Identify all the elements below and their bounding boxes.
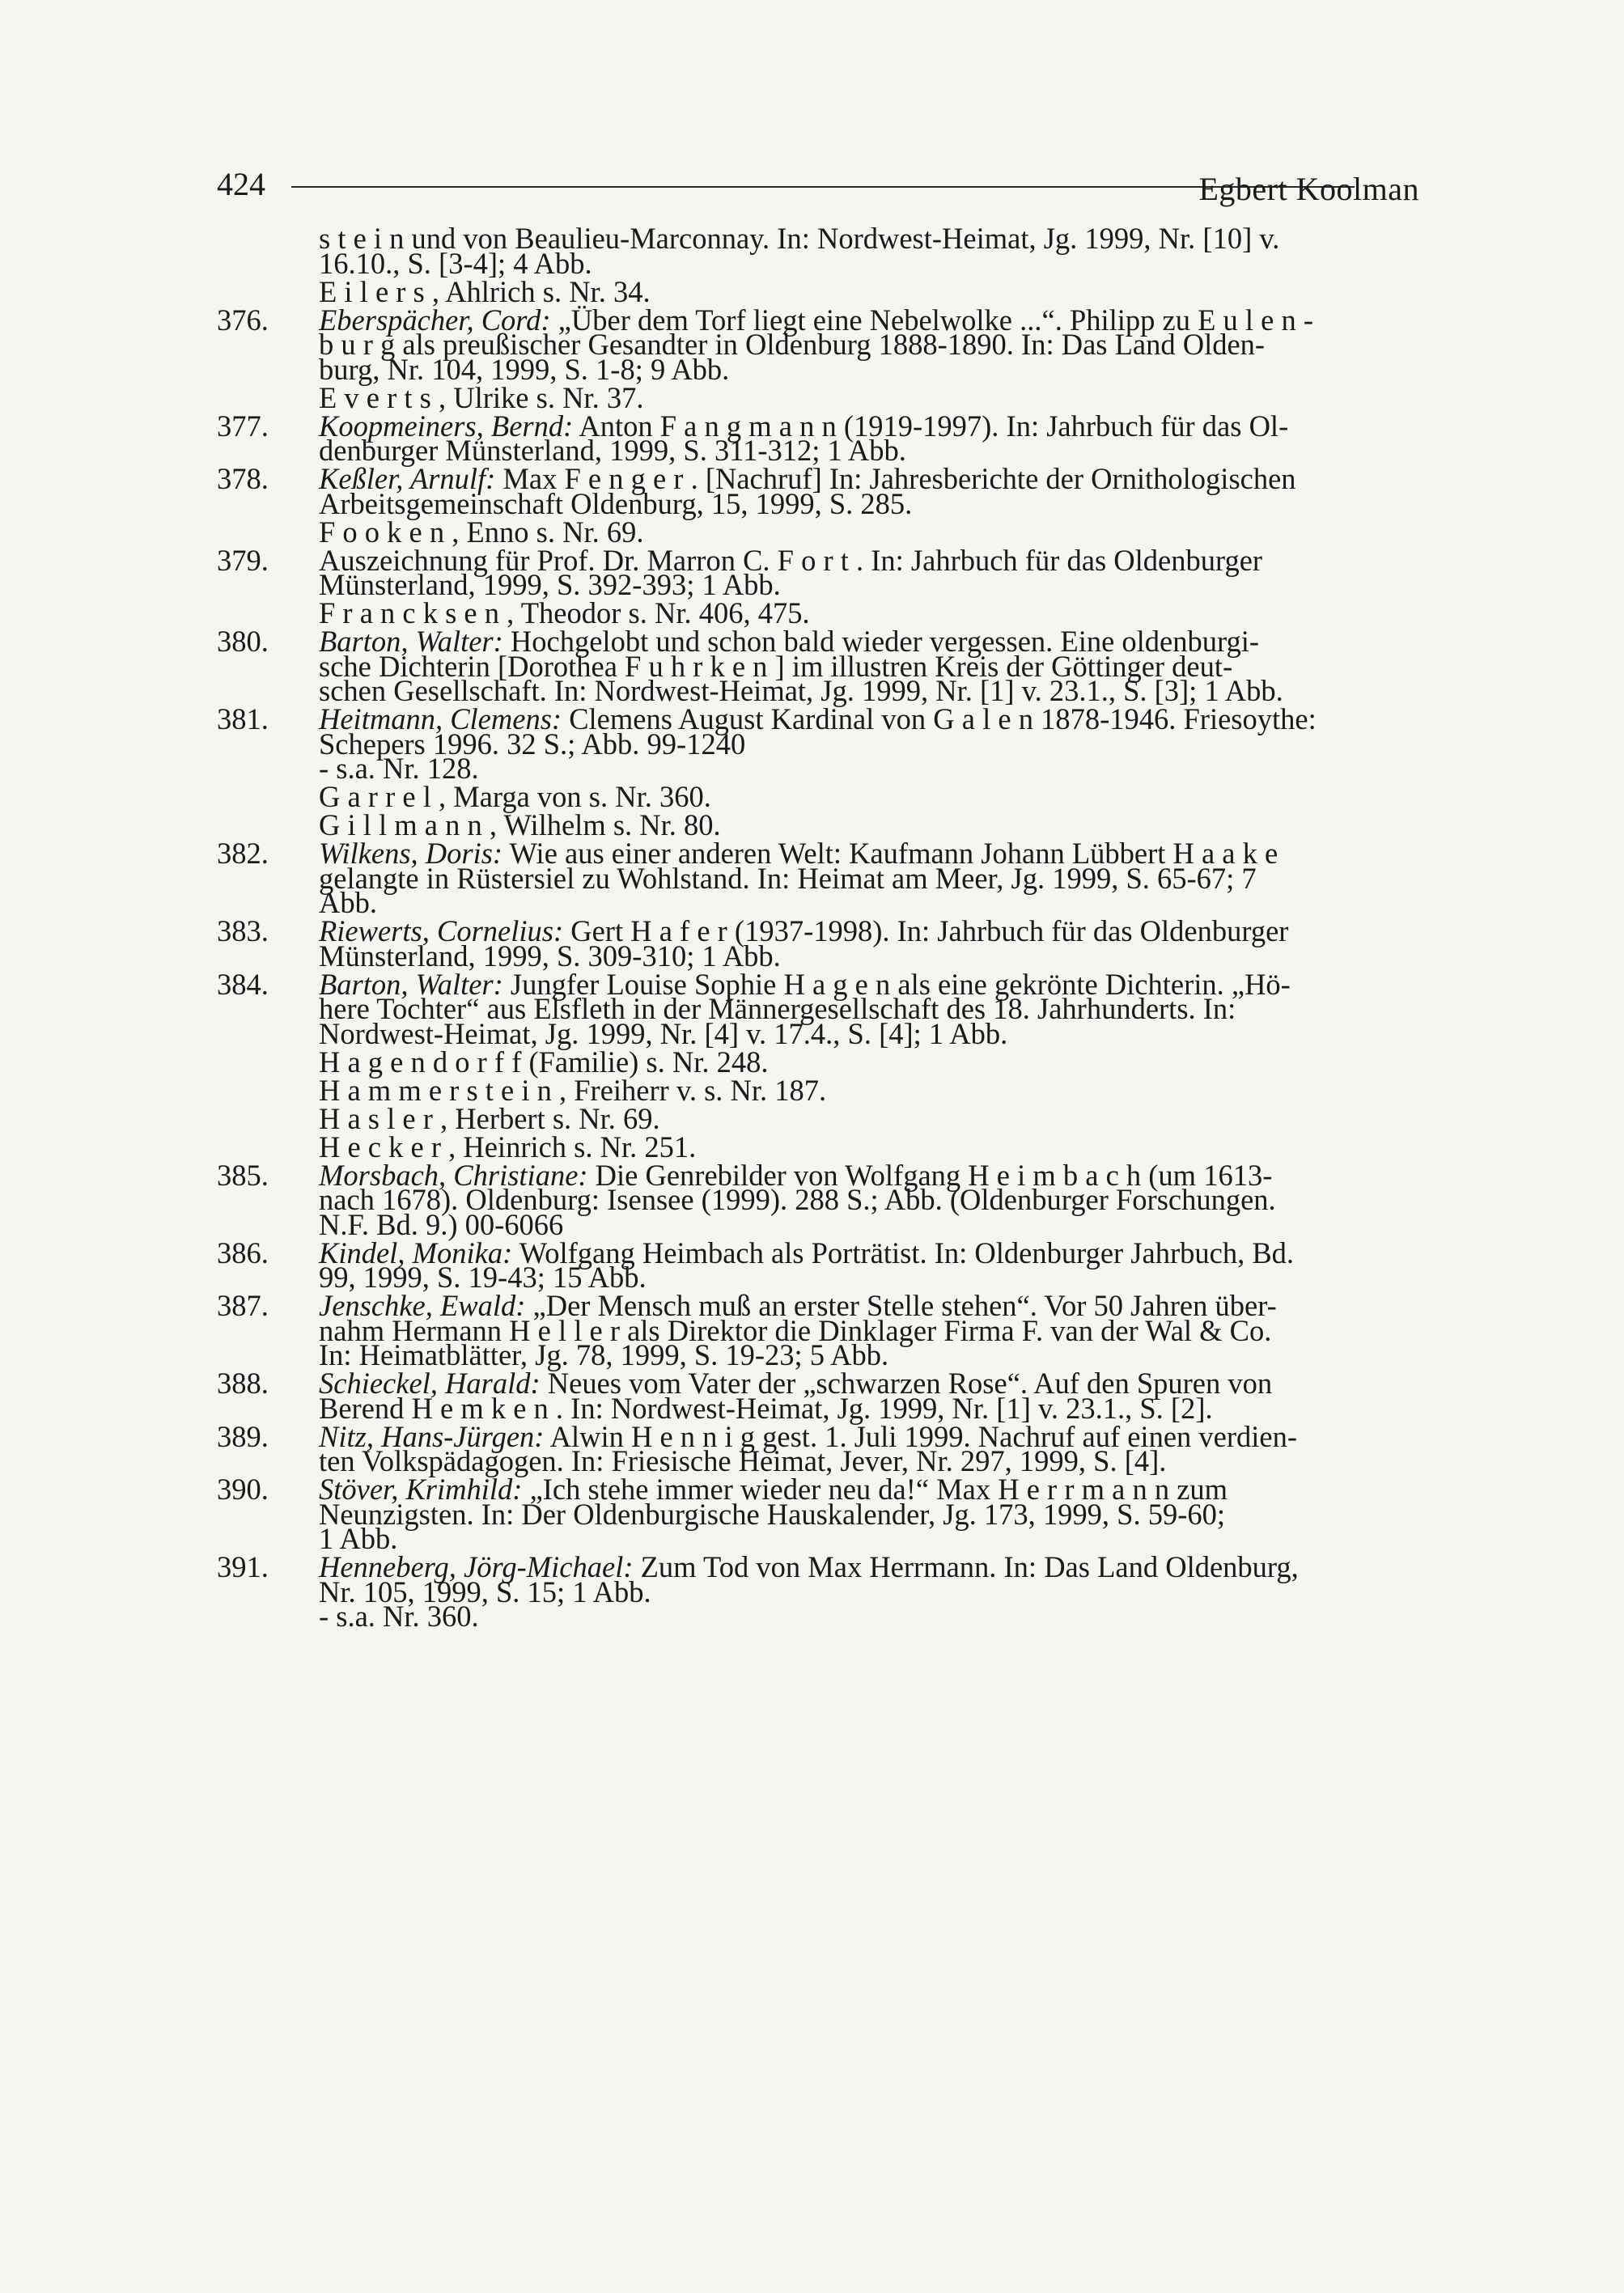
continuation-entry [217,222,1419,280]
entry-number: 383. [217,914,269,947]
entry-379 [217,543,1419,601]
text-line: gelangte in Rüstersiel zu Wohlstand. In: Heimat am Meer, Jg. 1999, S. 65-67; 7 [319,861,1257,895]
entry-number: 377. [217,409,269,443]
entry-author: Koopmeiners, Bernd: [319,409,574,443]
text-line: Wolfgang Heimbach als Porträtist. In: Oldenburger Jahrbuch, Bd. [512,1236,1295,1269]
text-line: „Ich stehe immer wieder neu da!“ Max H e r r m a n n zum [522,1473,1228,1506]
text-line: ten Volkspädagogen. In: Friesische Heimat, Jever, Nr. 297, 1999, S. [4]. [319,1444,1167,1477]
text-line: Arbeitsgemeinschaft Oldenburg, 15, 1999, S. 285. [319,486,913,520]
entry-391 [217,1550,1419,1633]
entry-number: 391. [217,1550,269,1583]
cross-reference: G i l l m a n n , Wilhelm s. Nr. 80. [319,808,721,841]
entry-author: Keßler, Arnulf: [319,462,496,495]
text-line: Auszeichnung für Prof. Dr. Marron C. F o r t . In: Jahrbuch für das Oldenburger [319,543,1263,577]
text-line: Schepers 1996. 32 S.; Abb. 99-1240 [319,727,746,761]
entry-377 [217,409,1419,467]
text-line: „Der Mensch muß an erster Stelle stehen“. Vor 50 Jahren über- [525,1289,1277,1322]
entry-381 [217,702,1419,785]
text-line: schen Gesellschaft. In: Nordwest-Heimat, Jg. 1999, Nr. [1] v. 23.1., S. [3]; 1 Abb. [319,674,1283,707]
entry-number: 385. [217,1158,269,1192]
entry-author: Jenschke, Ewald: [319,1289,526,1322]
entry-number: 384. [217,967,269,1001]
text-line: Jungfer Louise Sophie H a g e n als eine gekrönte Dichterin. „Hö- [502,967,1291,1001]
page-header [217,162,1419,210]
entry-382 [217,837,1419,919]
text-line: Nordwest-Heimat, Jg. 1999, Nr. [4] v. 17.4., S. [4]; 1 Abb. [319,1016,1008,1050]
text-line: Abb. [319,886,377,919]
entry-number: 376. [217,303,269,337]
text-line: Münsterland, 1999, S. 309-310; 1 Abb. [319,939,781,973]
text-line: Wie aus einer anderen Welt: Kaufmann Johann Lübbert H a a k e [502,837,1278,870]
text-line: N.F. Bd. 9.) 00-6066 [319,1207,564,1241]
entry-author: Barton, Walter: [319,625,503,658]
cross-reference: F o o k e n , Enno s. Nr. 69. [319,515,644,549]
cross-reference: F r a n c k s e n , Theodor s. Nr. 406, 475. [319,596,810,629]
entry-389 [217,1419,1419,1477]
entry-number: 387. [217,1289,269,1322]
entry-376 [217,303,1419,386]
entry-386 [217,1236,1419,1294]
entry-390 [217,1473,1419,1555]
entry-author: Kindel, Monika: [319,1236,513,1269]
entry-number: 388. [217,1367,269,1400]
entry-384 [217,967,1419,1050]
text-line: Hochgelobt und schon bald wieder vergessen. Eine oldenburgi- [502,625,1260,658]
entry-author: Schieckel, Harald: [319,1367,541,1400]
entry-number: 390. [217,1473,269,1506]
cross-reference: E v e r t s , Ulrike s. Nr. 37. [319,380,644,414]
text-line: 16.10., S. [3-4]; 4 Abb. [319,246,592,280]
entry-383 [217,914,1419,973]
text-line: In: Heimatblätter, Jg. 78, 1999, S. 19-23; 5 Abb. [319,1338,889,1371]
entry-number: 379. [217,543,269,577]
entry-388 [217,1367,1419,1425]
cross-reference: H a m m e r s t e i n , Freiherr v. s. Nr. 187. [319,1073,827,1107]
entry-author: Riewerts, Cornelius: [319,914,564,947]
bibliography-list [217,222,1419,1633]
text-line: Gert H a f e r (1937-1998). In: Jahrbuch für das Oldenburger [563,914,1289,947]
header-rule [291,186,1355,188]
entry-378 [217,462,1419,520]
entry-author: Wilkens, Doris: [319,837,503,870]
text-line: sche Dichterin [Dorothea F u h r k e n ] im illustren Kreis der Göttinger deut- [319,649,1233,683]
cross-reference: H a s l e r , Herbert s. Nr. 69. [319,1101,660,1135]
entry-385 [217,1158,1419,1241]
text-line: nahm Hermann H e l l e r als Direktor die Dinklager Firma F. van der Wal & Co. [319,1313,1272,1347]
cross-reference: E i l e r s , Ahlrich s. Nr. 34. [319,274,651,308]
entry-number: 381. [217,702,269,735]
text-line: Anton F a n g m a n n (1919-1997). In: Jahrbuch für das Ol- [573,409,1289,443]
text-line: s t e i n und von Beaulieu-Marconnay. In: Nordwest-Heimat, Jg. 1999, Nr. [10] v. [319,222,1280,255]
entry-number: 380. [217,625,269,658]
entry-author: Morsbach, Christiane: [319,1158,588,1192]
text-line: Neues vom Vater der „schwarzen Rose“. Auf den Spuren von [540,1367,1273,1400]
text-line: b u r g als preußischer Gesandter in Oldenburg 1888-1890. In: Das Land Olden- [319,328,1266,361]
entry-author: Eberspächer, Cord: [319,303,551,337]
running-title: Egbert Koolman [1198,171,1419,207]
entry-number: 378. [217,462,269,495]
entry-author: Nitz, Hans-Jürgen: [319,1419,545,1453]
text-line: 1 Abb. [319,1522,398,1555]
text-line: Berend H e m k e n . In: Nordwest-Heimat, Jg. 1999, Nr. [1] v. 23.1., S. [2]. [319,1391,1213,1425]
text-line: „Über dem Torf liegt eine Nebelwolke ...“. Philipp zu E u l e n - [550,303,1314,337]
text-line: nach 1678). Oldenburg: Isensee (1999). 288 S.; Abb. (Oldenburger Forschungen. [319,1183,1276,1216]
text-line: Alwin H e n n i g gest. 1. Juli 1999. Nachruf auf einen verdien- [544,1419,1298,1453]
text-line: here Tochter“ aus Elsfleth in der Männergesellschaft des 18. Jahrhunderts. In: [319,992,1236,1025]
text-line: Münsterland, 1999, S. 392-393; 1 Abb. [319,568,781,601]
entry-number: 389. [217,1419,269,1453]
text-line: Nr. 105, 1999, S. 15; 1 Abb. [319,1575,651,1608]
text-line: Die Genrebilder von Wolfgang H e i m b a c h (um 1613- [587,1158,1273,1192]
text-line: Zum Tod von Max Herrmann. In: Das Land Oldenburg, [633,1550,1299,1583]
entry-number: 386. [217,1236,269,1269]
entry-380 [217,625,1419,707]
cross-reference: H e c k e r , Heinrich s. Nr. 251. [319,1130,697,1163]
text-line: denburger Münsterland, 1999, S. 311-312; 1 Abb. [319,434,906,467]
entry-387 [217,1289,1419,1371]
entry-author: Heitmann, Clemens: [319,702,562,735]
text-line: burg, Nr. 104, 1999, S. 1-8; 9 Abb. [319,352,730,386]
cross-reference: H a g e n d o r f f (Familie) s. Nr. 248. [319,1045,769,1079]
text-line: Max F e n g e r . [Nachruf] In: Jahresberichte der Ornithologischen [495,462,1296,495]
entry-number: 382. [217,837,269,870]
page-number: 424 [217,166,265,202]
text-line: Neunzigsten. In: Der Oldenburgische Hauskalender, Jg. 173, 1999, S. 59-60; [319,1497,1226,1531]
text-line: Clemens August Kardinal von G a l e n 1878-1946. Friesoythe: [562,702,1317,735]
text-line: 99, 1999, S. 19-43; 15 Abb. [319,1261,647,1294]
entry-author: Stöver, Krimhild: [319,1473,523,1506]
entry-author: Barton, Walter: [319,967,503,1001]
text-line: - s.a. Nr. 128. [319,752,479,785]
entry-author: Henneberg, Jörg-Michael: [319,1550,634,1583]
cross-reference: G a r r e l , Marga von s. Nr. 360. [319,780,711,813]
text-line: - s.a. Nr. 360. [319,1600,479,1633]
